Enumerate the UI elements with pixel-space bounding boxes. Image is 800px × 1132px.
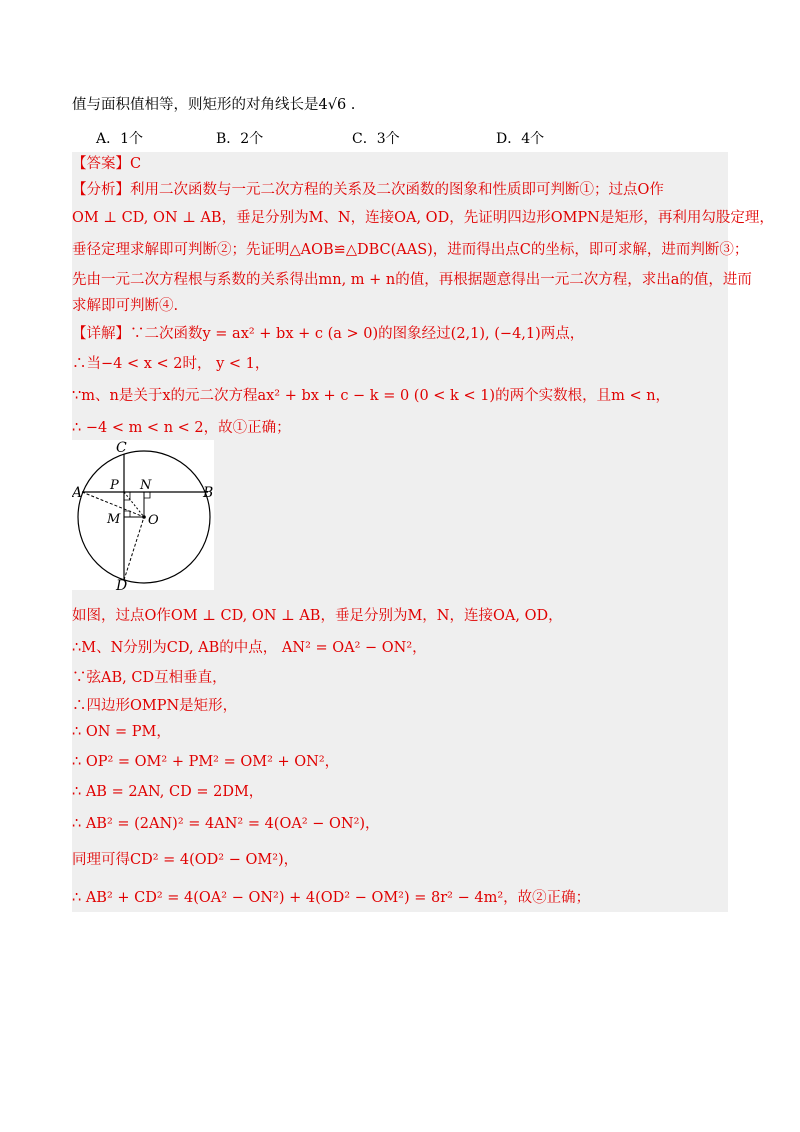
option-d: D．4个 bbox=[496, 131, 545, 147]
detail-after-3: ∵弦AB, CD互相垂直， bbox=[72, 670, 227, 686]
answer-label: 【答案】C bbox=[72, 156, 142, 172]
detail-after-1: 如图，过点O作OM ⊥ CD, ON ⊥ AB，垂足分别为M，N，连接OA, OD， bbox=[72, 608, 563, 624]
detail-after-6: ∴ OP² = OM² + PM² = OM² + ON²， bbox=[72, 754, 340, 770]
circle-diagram bbox=[72, 440, 214, 590]
label-m: M bbox=[107, 512, 121, 527]
detail-after-4: ∴四边形OMPN是矩形， bbox=[72, 698, 238, 714]
option-a: A．1个 bbox=[96, 131, 144, 147]
detail-after-8: ∴ AB² = (2AN)² = 4AN² = 4(OA² − ON²)， bbox=[72, 816, 380, 832]
label-d: D bbox=[116, 578, 128, 590]
detail-after-10: ∴ AB² + CD² = 4(OA² − ON²) + 4(OD² − OM²) = 8r² − 4m²，故②正确； bbox=[72, 890, 591, 906]
center-point bbox=[142, 515, 146, 519]
option-c: C．3个 bbox=[352, 131, 400, 147]
detail-after-5: ∴ ON = PM， bbox=[72, 724, 171, 740]
analysis-line-2: OM ⊥ CD, ON ⊥ AB，垂足分别为M、N，连接OA, OD，先证明四边形OMPN是矩形，再利用勾股定理， bbox=[72, 210, 774, 226]
label-n: N bbox=[140, 478, 152, 493]
detail-after-9: 同理可得CD² = 4(OD² − OM²)， bbox=[72, 852, 299, 868]
detail-after-7: ∴ AB = 2AN, CD = 2DM， bbox=[72, 784, 264, 800]
intro-line: 值与面积值相等，则矩形的对角线长是4√6 . bbox=[72, 97, 356, 113]
analysis-line-4: 先由一元二次方程根与系数的关系得出mn, m + n的值，再根据题意得出一元二次方程，求出a的值，进而 bbox=[72, 272, 752, 288]
detail-line-2: ∴当−4 < x < 2时， y < 1， bbox=[72, 356, 270, 372]
label-c: C bbox=[116, 440, 127, 456]
analysis-line-5: 求解即可判断④. bbox=[72, 298, 179, 314]
label-a: A bbox=[72, 485, 83, 501]
analysis-line-3: 垂径定理求解即可判断②；先证明△AOB≌△DBC(AAS)，进而得出点C的坐标，即可求解，进而判断③； bbox=[72, 242, 749, 258]
label-o: O bbox=[148, 513, 159, 528]
detail-after-2: ∴M、N分别为CD, AB的中点， AN² = OA² − ON²， bbox=[72, 640, 427, 656]
right-angle-m bbox=[124, 511, 130, 517]
detail-line-1: 【详解】∵二次函数y = ax² + bx + c (a > 0)的图象经过(2,1), (−4,1)两点， bbox=[72, 326, 585, 342]
detail-line-3: ∵m、n是关于x的元二次方程ax² + bx + c − k = 0 (0 < k < 1)的两个实数根，且m < n， bbox=[72, 388, 671, 404]
detail-line-4: ∴ −4 < m < n < 2，故①正确； bbox=[72, 420, 291, 436]
label-b: B bbox=[203, 485, 214, 501]
segment-od-dashed bbox=[124, 517, 144, 580]
label-p: P bbox=[110, 478, 119, 493]
analysis-line-1: 【分析】利用二次函数与一元二次方程的关系及二次函数的图象和性质即可判断①；过点O作 bbox=[72, 182, 664, 198]
circle-figure bbox=[72, 440, 214, 590]
option-b: B．2个 bbox=[216, 131, 264, 147]
